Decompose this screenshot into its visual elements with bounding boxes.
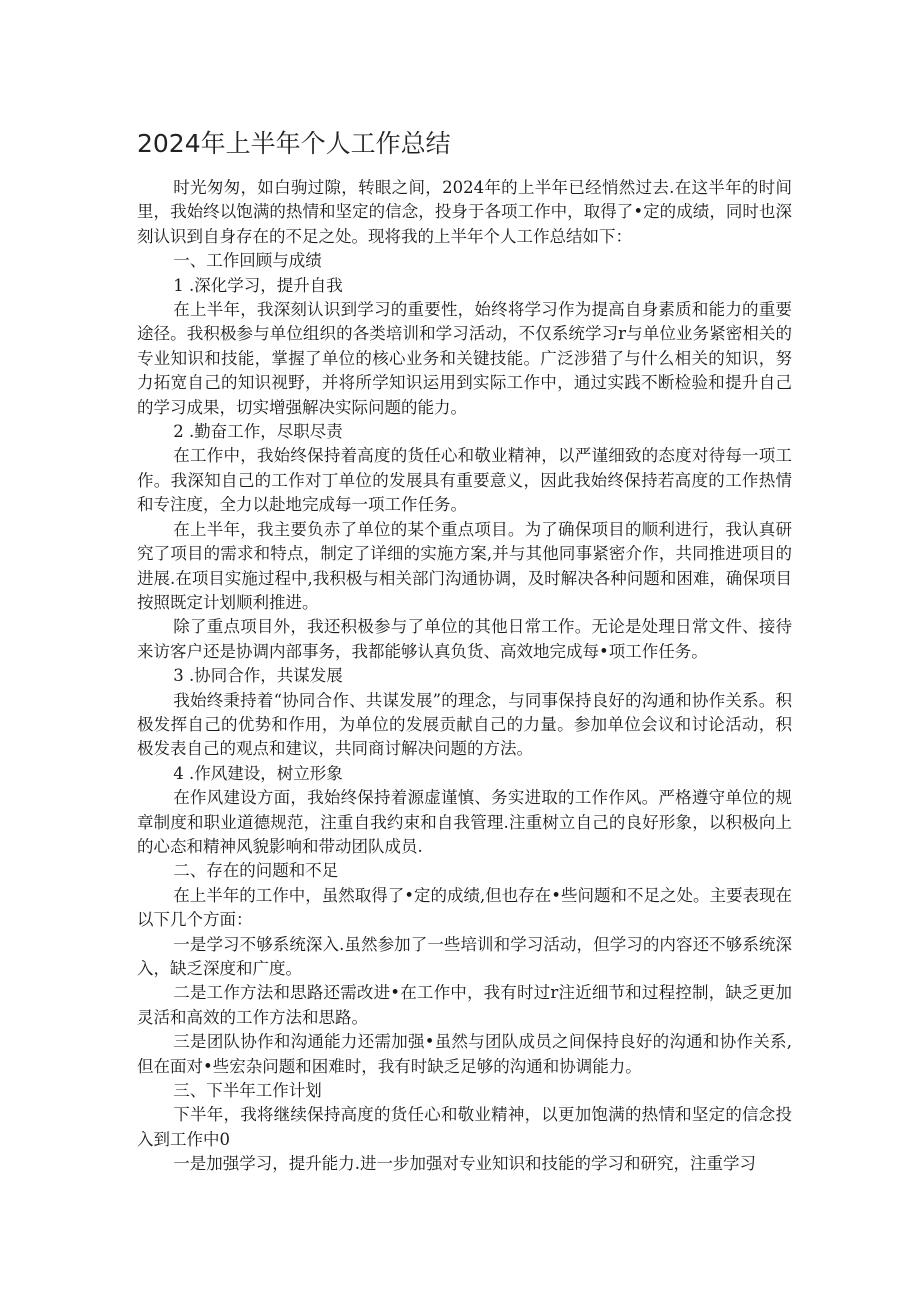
subheading-study: 1 .深化学习，提升自我: [173, 275, 343, 295]
document-body: [137, 176, 792, 1177]
paragraph-problem-3: 三是团队协作和沟通能力还需加强•虽然与团队成员之间保持良好的沟通和协作关系,但在面对•些宏杂问题和困难时，我有时缺乏足够的沟通和协调能力。: [137, 1032, 792, 1076]
document-title: 2024年上半年个人工作总结: [137, 129, 451, 158]
section-heading-review: 一、工作回顾与成绩: [173, 251, 322, 271]
intro-paragraph: 时光匆匆，如白驹过隙，转眼之间，2024年的上半年已经悄然过去.在这半年的时间里，我始终以饱满的热情和坚定的信念，投身于各项工作中，取得了•定的成绩，同时也深刻认识到自身存在的不足之处。现将我的上半年个人工作总结如下：: [137, 178, 792, 246]
paragraph-cooperation: 我始终秉持着“协同合作、共谋发展”的理念，与同事保持良好的沟通和协作关系。积极发挥自己的优势和作用，为单位的发展贡献自己的力量。参加单位会议和讨论活动，积极发表自己的观点和建议，共同商讨解决问题的方法。: [137, 690, 792, 759]
subheading-diligence: 2 .勤奋工作，尽职尽责: [173, 422, 343, 442]
subheading-conduct: 4 .作风建设，树立形象: [173, 763, 343, 783]
subheading-cooperation: 3 .协同合作，共谋发展: [173, 666, 343, 686]
section-heading-plan: 三、下半年工作计划: [173, 1081, 322, 1101]
paragraph-problems-intro: 在上半年的工作中，虽然取得了•定的成绩,但也存在•些问题和不足之处。主要表现在以下几个方面：: [137, 885, 793, 930]
paragraph-problem-1: 一是学习不够系统深入.虽然参加了一些培训和学习活动，但学习的内容还不够系统深入，缺乏深度和广度。: [137, 934, 792, 978]
paragraph-plan-intro: 下半年，我将继续保持高度的货任心和敬业精神，以更加饱满的热情和坚定的信念投入到工作中0: [137, 1105, 792, 1149]
paragraph-plan-1: 一是加强学习，提升能力.进一步加强对专业知识和技能的学习和研究，注重学习: [173, 1154, 757, 1174]
paragraph-conduct: 在作风建设方面，我始终保持着源虚谨慎、务实进取的工作作风。严格遵守单位的规章制度和职业道德规范，注重自我约束和自我管理.注重树立自己的良好形象，以积极向上的心态和精神风貌影响和带动团队成员.: [137, 788, 792, 856]
section-heading-problems: 二、存在的问题和不足: [173, 861, 339, 881]
paragraph-diligence: 在工作中，我始终保持着高度的货任心和敬业精神，以严谨细致的态度对待每一项工作。我深知自己的工作对丁单位的发展具有重要意义，因此我始终保持若高度的工作热情和专注度，全力以赴地完成每一项工作任务。: [137, 446, 792, 515]
paragraph-study: 在上半年，我深刻认识到学习的重要性，始终将学习作为提高自身素质和能力的重要途径。我积极参与单位组织的各类培训和学习活动，不仅系统学习r与单位业务紧密相关的专业知识和技能，掌握了单位的核心业务和关键技能。广泛涉猎了与什么相关的知识，努力拓宽自己的知识视野，并将所学知识运用到实际工作中，通过实践不断检验和提升自己的学习成果，切实增强解决实际问题的能力。: [137, 300, 792, 417]
paragraph-daily-work: 除了重点项目外，我还积极参与了单位的其他日常工作。无论是处理日常文件、接待来访客户还是协调内部事务，我都能够认真负货、高效地完成每•项工作任务。: [137, 617, 792, 661]
paragraph-problem-2: 二是工作方法和思路还需改进•在工作中，我有时过r注近细节和过程控制，缺乏更加灵活和高效的工作方法和思路。: [137, 983, 792, 1027]
paragraph-key-project: 在上半年，我主要负赤了单位的某个重点项目。为了确保项目的顺利进行，我认真研究了项目的需求和特点，制定了详细的实施方案,并与其他同事紧密介作，共同推进项目的进展.在项目实施过程中,我积极与相关部门沟通协调，及时解决各种问题和困难，确保项目按照既定计划顺利推进。: [137, 519, 792, 612]
